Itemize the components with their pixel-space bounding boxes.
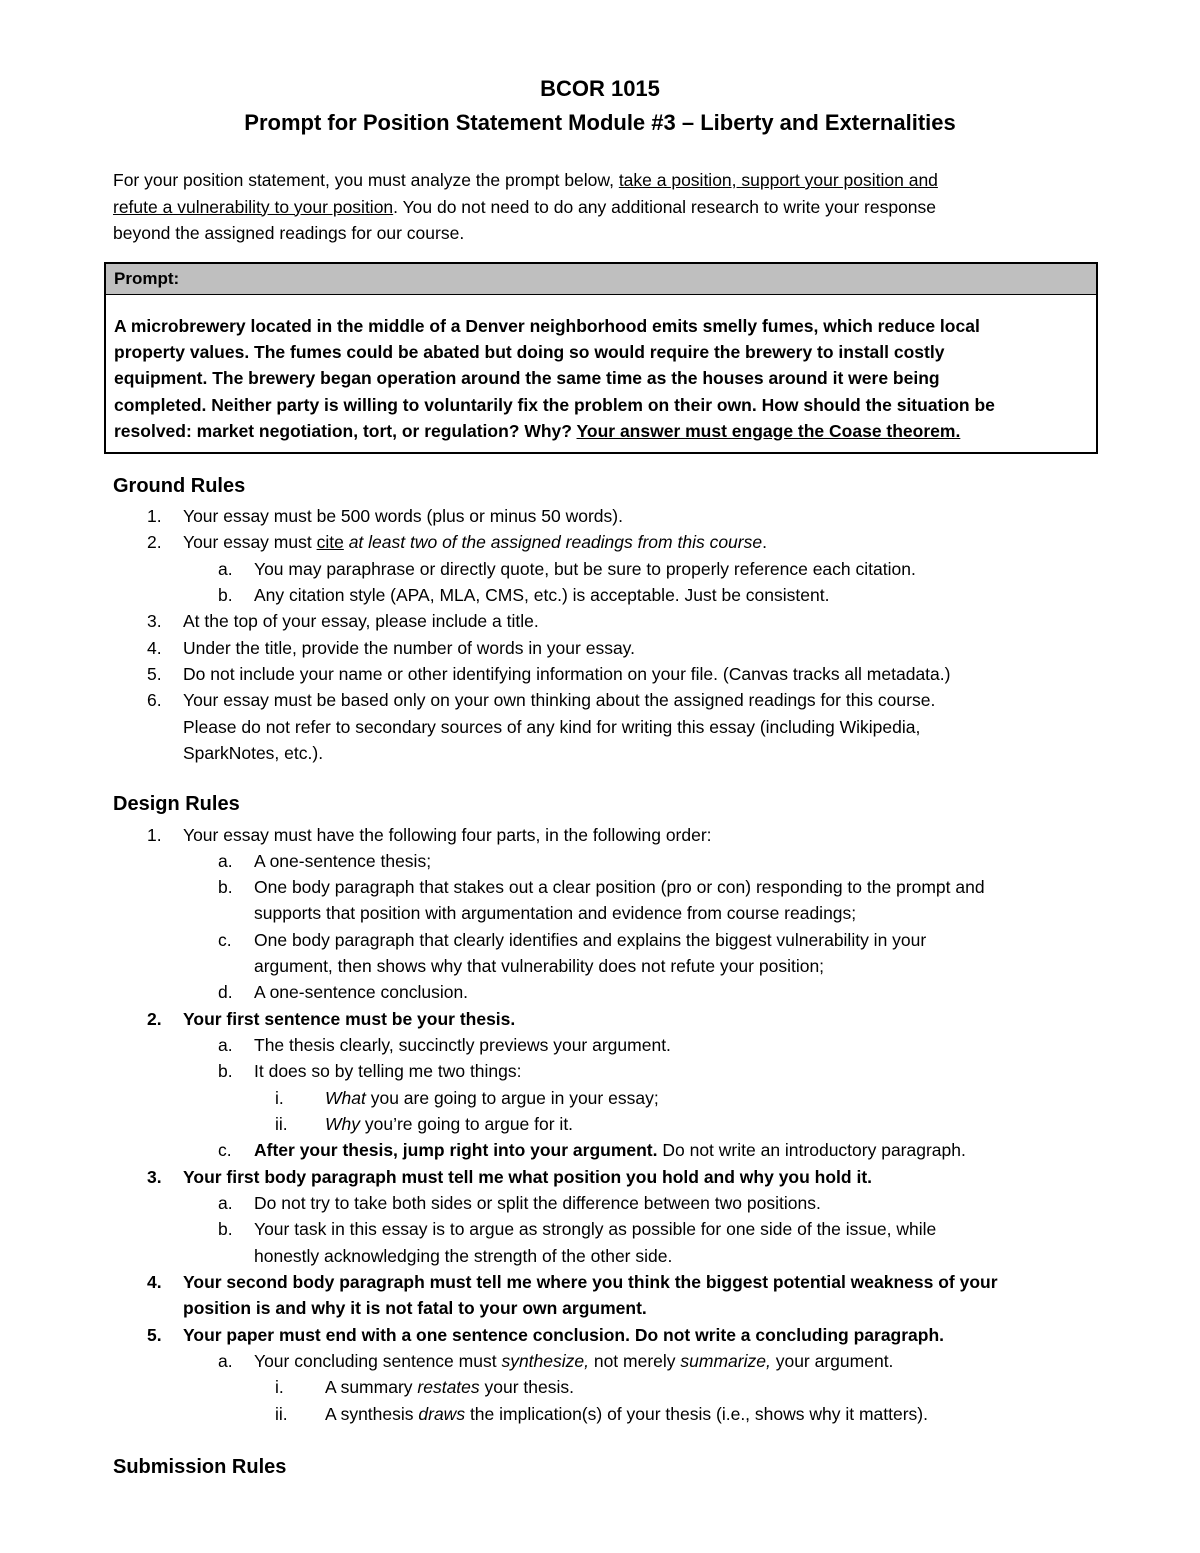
prompt-line: completed. Neither party is willing to voluntarily fix the problem on their own. How should the situation be bbox=[114, 394, 995, 415]
list-text: honestly acknowledging the strength of the other side. bbox=[254, 1246, 673, 1266]
list-marker: 2. bbox=[147, 1009, 162, 1029]
text-run: A synthesis bbox=[325, 1404, 419, 1424]
list-text: Do not include your name or other identifying information on your file. (Canvas tracks all metadata.) bbox=[183, 664, 951, 684]
list-text bbox=[254, 1348, 893, 1374]
list-marker: b. bbox=[218, 585, 233, 605]
course-code: BCOR 1015 bbox=[540, 76, 660, 101]
list-text bbox=[183, 529, 767, 555]
page-title: Prompt for Position Statement Module #3 – Liberty and Externalities bbox=[244, 110, 956, 135]
design-rules-heading: Design Rules bbox=[113, 793, 240, 815]
intro-text-2: . You do not need to do any additional research to write your response bbox=[393, 196, 937, 217]
list-text: Your essay must be 500 words (plus or minus 50 words). bbox=[183, 506, 623, 526]
list-marker: b. bbox=[218, 1061, 233, 1081]
list-marker: c. bbox=[218, 930, 232, 950]
list-marker: b. bbox=[218, 877, 233, 897]
list-text: One body paragraph that stakes out a clear position (pro or con) responding to the prompt and bbox=[254, 877, 985, 897]
list-marker: 1. bbox=[147, 506, 162, 526]
list-marker: a. bbox=[218, 851, 233, 871]
list-text: Your paper must end with a one sentence conclusion. Do not write a concluding paragraph. bbox=[183, 1325, 945, 1345]
prompt-box bbox=[104, 262, 1098, 454]
list-text: You may paraphrase or directly quote, but be sure to properly reference each citation. bbox=[254, 559, 916, 579]
text-run: . bbox=[762, 532, 767, 552]
intro-text-1: For your position statement, you must analyze the prompt below, bbox=[113, 170, 619, 190]
list-marker: c. bbox=[218, 1140, 232, 1160]
list-text bbox=[325, 1401, 928, 1427]
list-marker: i. bbox=[275, 1088, 284, 1108]
text-run: not merely bbox=[588, 1351, 681, 1371]
prompt-coase-requirement: Your answer must engage the Coase theorem. bbox=[576, 420, 961, 441]
text-run: Your essay must bbox=[183, 532, 317, 552]
ground-rules-heading: Ground Rules bbox=[113, 475, 246, 497]
list-marker: a. bbox=[218, 1193, 233, 1213]
list-text: It does so by telling me two things: bbox=[254, 1061, 522, 1081]
list-text: Please do not refer to secondary sources of any kind for writing this essay (including Wikipedia, bbox=[183, 717, 921, 737]
prompt-text bbox=[106, 295, 1096, 444]
list-text: Any citation style (APA, MLA, CMS, etc.) is acceptable. Just be consistent. bbox=[254, 585, 830, 605]
list-text: Your second body paragraph must tell me where you think the biggest potential weakness of your bbox=[183, 1272, 998, 1292]
text-run: the implication(s) of your thesis (i.e., shows why it matters). bbox=[465, 1404, 928, 1424]
intro-paragraph bbox=[113, 167, 1093, 247]
prompt-line: property values. The fumes could be abated but doing so would require the brewery to install costly bbox=[114, 342, 945, 363]
list-text: A one-sentence thesis; bbox=[254, 851, 432, 871]
text-run: synthesize, bbox=[501, 1351, 589, 1371]
list-marker: ii. bbox=[275, 1404, 288, 1424]
list-text: At the top of your essay, please include a title. bbox=[183, 611, 539, 631]
list-marker: 6. bbox=[147, 690, 162, 710]
list-text: Your first body paragraph must tell me what position you hold and why you hold it. bbox=[183, 1167, 873, 1187]
list-text: Your essay must have the following four parts, in the following order: bbox=[183, 825, 712, 845]
list-text bbox=[325, 1374, 574, 1400]
list-text: A one-sentence conclusion. bbox=[254, 982, 469, 1002]
list-marker: a. bbox=[218, 1035, 233, 1055]
text-run: your thesis. bbox=[479, 1377, 574, 1397]
list-text: One body paragraph that clearly identifies and explains the biggest vulnerability in your bbox=[254, 930, 927, 950]
text-run: you are going to argue in your essay; bbox=[365, 1088, 659, 1108]
text-run: summarize, bbox=[680, 1351, 771, 1371]
list-text: The thesis clearly, succinctly previews your argument. bbox=[254, 1035, 671, 1055]
list-marker: 5. bbox=[147, 664, 162, 684]
list-marker: a. bbox=[218, 559, 233, 579]
list-marker: 4. bbox=[147, 638, 162, 658]
list-text bbox=[254, 1137, 966, 1163]
list-text: Your first sentence must be your thesis. bbox=[183, 1009, 516, 1029]
list-text: SparkNotes, etc.). bbox=[183, 743, 324, 763]
intro-text-3: beyond the assigned readings for our course. bbox=[113, 223, 465, 243]
list-marker: 5. bbox=[147, 1325, 162, 1345]
cite-word: cite bbox=[316, 532, 344, 552]
text-run: After your thesis, jump right into your argument. bbox=[254, 1140, 658, 1160]
list-marker: 3. bbox=[147, 1167, 162, 1187]
list-marker: 1. bbox=[147, 825, 162, 845]
list-text bbox=[325, 1111, 573, 1137]
list-marker: b. bbox=[218, 1219, 233, 1239]
prompt-line: A microbrewery located in the middle of a Denver neighborhood emits smelly fumes, which reduce local bbox=[114, 316, 980, 336]
intro-underlined-2: refute a vulnerability to your position bbox=[113, 196, 394, 217]
list-text: Your essay must be based only on your own thinking about the assigned readings for this course. bbox=[183, 690, 936, 710]
text-run: at least two of the assigned readings from this course bbox=[343, 532, 763, 552]
list-marker: 4. bbox=[147, 1272, 162, 1292]
text-run: restates bbox=[417, 1377, 480, 1397]
list-marker: ii. bbox=[275, 1114, 288, 1134]
text-run: your argument. bbox=[770, 1351, 894, 1371]
list-marker: i. bbox=[275, 1377, 284, 1397]
text-run: draws bbox=[418, 1404, 466, 1424]
list-marker: d. bbox=[218, 982, 233, 1002]
list-text: supports that position with argumentation and evidence from course readings; bbox=[254, 903, 857, 923]
prompt-line: equipment. The brewery began operation around the same time as the houses around it were being bbox=[114, 368, 940, 389]
prompt-label: Prompt: bbox=[106, 264, 1096, 295]
list-text: Under the title, provide the number of words in your essay. bbox=[183, 638, 635, 658]
text-run: What bbox=[325, 1088, 366, 1108]
text-run: Do not write an introductory paragraph. bbox=[657, 1140, 966, 1160]
submission-rules-heading: Submission Rules bbox=[113, 1456, 287, 1478]
list-marker: 3. bbox=[147, 611, 162, 631]
list-text: Your task in this essay is to argue as strongly as possible for one side of the issue, while bbox=[254, 1219, 937, 1239]
list-text: Do not try to take both sides or split the difference between two positions. bbox=[254, 1193, 821, 1213]
text-run: you’re going to argue for it. bbox=[360, 1114, 574, 1134]
text-run: A summary bbox=[325, 1377, 418, 1397]
list-text: position is and why it is not fatal to your own argument. bbox=[183, 1298, 647, 1318]
prompt-line bbox=[114, 418, 1088, 444]
list-text bbox=[325, 1085, 659, 1111]
text-run: Your concluding sentence must bbox=[254, 1351, 502, 1371]
prompt-last-line: resolved: market negotiation, tort, or regulation? Why? bbox=[114, 420, 577, 441]
intro-underlined-1: take a position, support your position and bbox=[618, 170, 938, 190]
list-marker: 2. bbox=[147, 532, 162, 552]
text-run: Why bbox=[325, 1114, 360, 1134]
list-text: argument, then shows why that vulnerability does not refute your position; bbox=[254, 956, 825, 976]
list-marker: a. bbox=[218, 1351, 233, 1371]
